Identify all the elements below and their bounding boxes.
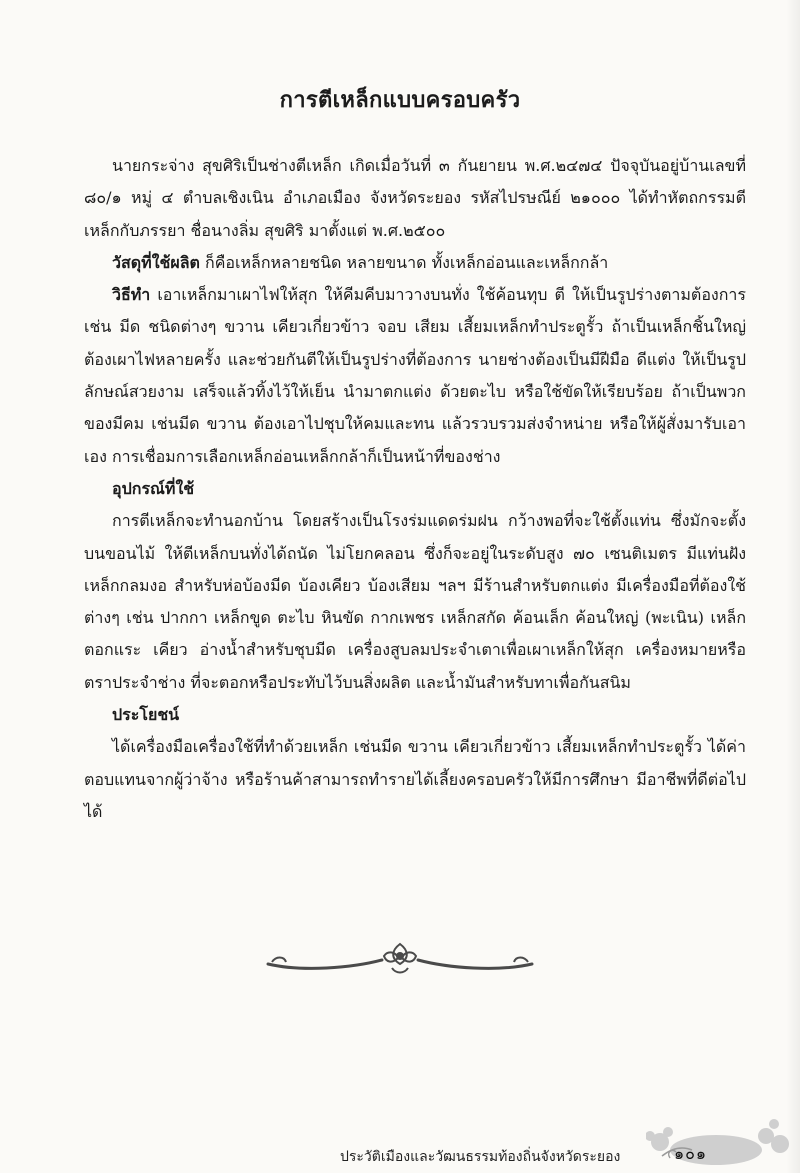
materials-text: ก็คือเหล็กหลายชนิด หลายขนาด ทั้งเหล็กอ่อนและเหล็กกล้า	[199, 252, 609, 272]
equipment-paragraph: การตีเหล็กจะทำนอกบ้าน โดยสร้างเป็นโรงร่มแดดร่มฝน กว้างพอที่จะใช้ตั้งแท่น ซึ่งมักจะตั้งบนขอนไม้ ให้ตีเหล็กบนทั่งได้ถนัด ไม่โยกคลอน ซึ่งก็จะอยู่ในระดับสูง ๗๐ เซนติเมตร มีแท่นฝังเหล็กกลมงอ สำหรับห่อบ้องมีด บ้องเคียว บ้องเสียม ฯลฯ มีร้านสำหรับตกแต่ง มีเครื่องมือที่ต้องใช้ต่างๆ เช่น ปากกา เหล็กขูด ตะไบ หินขัด กากเพชร เหล็กสกัด ค้อนเล็ก ค้อนใหญ่ (พะเนิน) เหล็กตอกแระ เคียว อ่างน้ำสำหรับชุบมีด เครื่องสูบลมประจำเตาเพื่อเผาเหล็กให้สุก เครื่องหมายหรือตราประจำช่าง ที่จะตอกหรือประทับไว้บนสิ่งผลิต และน้ำมันสำหรับทาเพื่อกันสนิม	[84, 511, 747, 692]
page-title: การตีเหล็กแบบครอบครัว	[279, 87, 521, 113]
method-paragraph	[84, 279, 746, 473]
method-heading: วิธีทำ	[112, 285, 151, 305]
materials-heading: วัสดุที่ใช้ผลิต	[112, 252, 200, 272]
materials-paragraph	[84, 247, 746, 279]
benefits-heading: ประโยชน์	[112, 705, 180, 725]
intro-paragraph: นายกระจ่าง สุขศิริเป็นช่างตีเหล็ก เกิดเมื่อวันที่ ๓ กันยายน พ.ศ.๒๔๗๔ ปัจจุบันอยู่บ้านเลขที่ ๘๐/๑ หมู่ ๔ ตำบลเชิงเนิน อำเภอเมือง จังหวัดระยอง รหัสไปรษณีย์ ๒๑๐๐๐ ได้ทำหัตถกรรมตีเหล็กกับภรรยา ชื่อนางลิ่ม สุขศิริ มาตั้งแต่ พ.ศ.๒๕๐๐	[84, 156, 746, 240]
flourish-divider-icon	[262, 938, 538, 980]
floral-badge-icon	[646, 1112, 796, 1168]
equipment-heading: อุปกรณ์ที่ใช้	[112, 478, 195, 498]
benefits-paragraph: ได้เครื่องมือเครื่องใช้ที่ทำด้วยเหล็ก เช่นมีด ขวาน เคียวเกี่ยวข้าว เสี้ยมเหล็กทำประตูรั้ว ได้ค่าตอบแทนจากผู้ว่าจ้าง หรือร้านค้าสามารถทำรายได้เลี้ยงครอบครัวให้มีการศึกษา มีอาชีพที่ดีต่อไปได้	[84, 737, 746, 821]
page-edge-shadow	[786, 0, 800, 1173]
page-number-badge	[646, 1112, 796, 1168]
article-body	[84, 150, 746, 828]
book-title-footer: ประวัติเมืองและวัฒนธรรมท้องถิ่นจังหวัดระยอง	[340, 1149, 621, 1165]
page-number: ๑๐๑	[674, 1144, 708, 1163]
method-text: เอาเหล็กมาเผาไฟให้สุก ให้คีมคีบมาวางบนทั่ง ใช้ค้อนทุบ ตี ให้เป็นรูปร่างตามต้องการ เช่น มีด ชนิดต่างๆ ขวาน เคียวเกี่ยวข้าว จอบ เสียม เสี้ยมเหล็กทำประตูรั้ว ถ้าเป็นเหล็กชิ้นใหญ่ ต้องเผาไฟหลายครั้ง และช่วยกันตีให้เป็นรูปร่างที่ต้องการ นายช่างต้องเป็นมีฝีมือ ดีแต่ง ให้เป็นรูปลักษณ์สวยงาม เสร็จแล้วทิ้งไว้ให้เย็น นำมาตกแต่ง ด้วยตะไบ หรือใช้ขัดให้เรียบร้อย ถ้าเป็นพวกของมีคม เช่นมีด ขวาน ต้องเอาไปชุบให้คมและทน แล้วรวบรวมส่งจำหน่าย หรือให้ผู้สั่งมารับเอาเอง การเชื่อมการเลือกเหล็กอ่อนเหล็กกล้าก็เป็นหน้าที่ของช่าง	[84, 285, 746, 466]
